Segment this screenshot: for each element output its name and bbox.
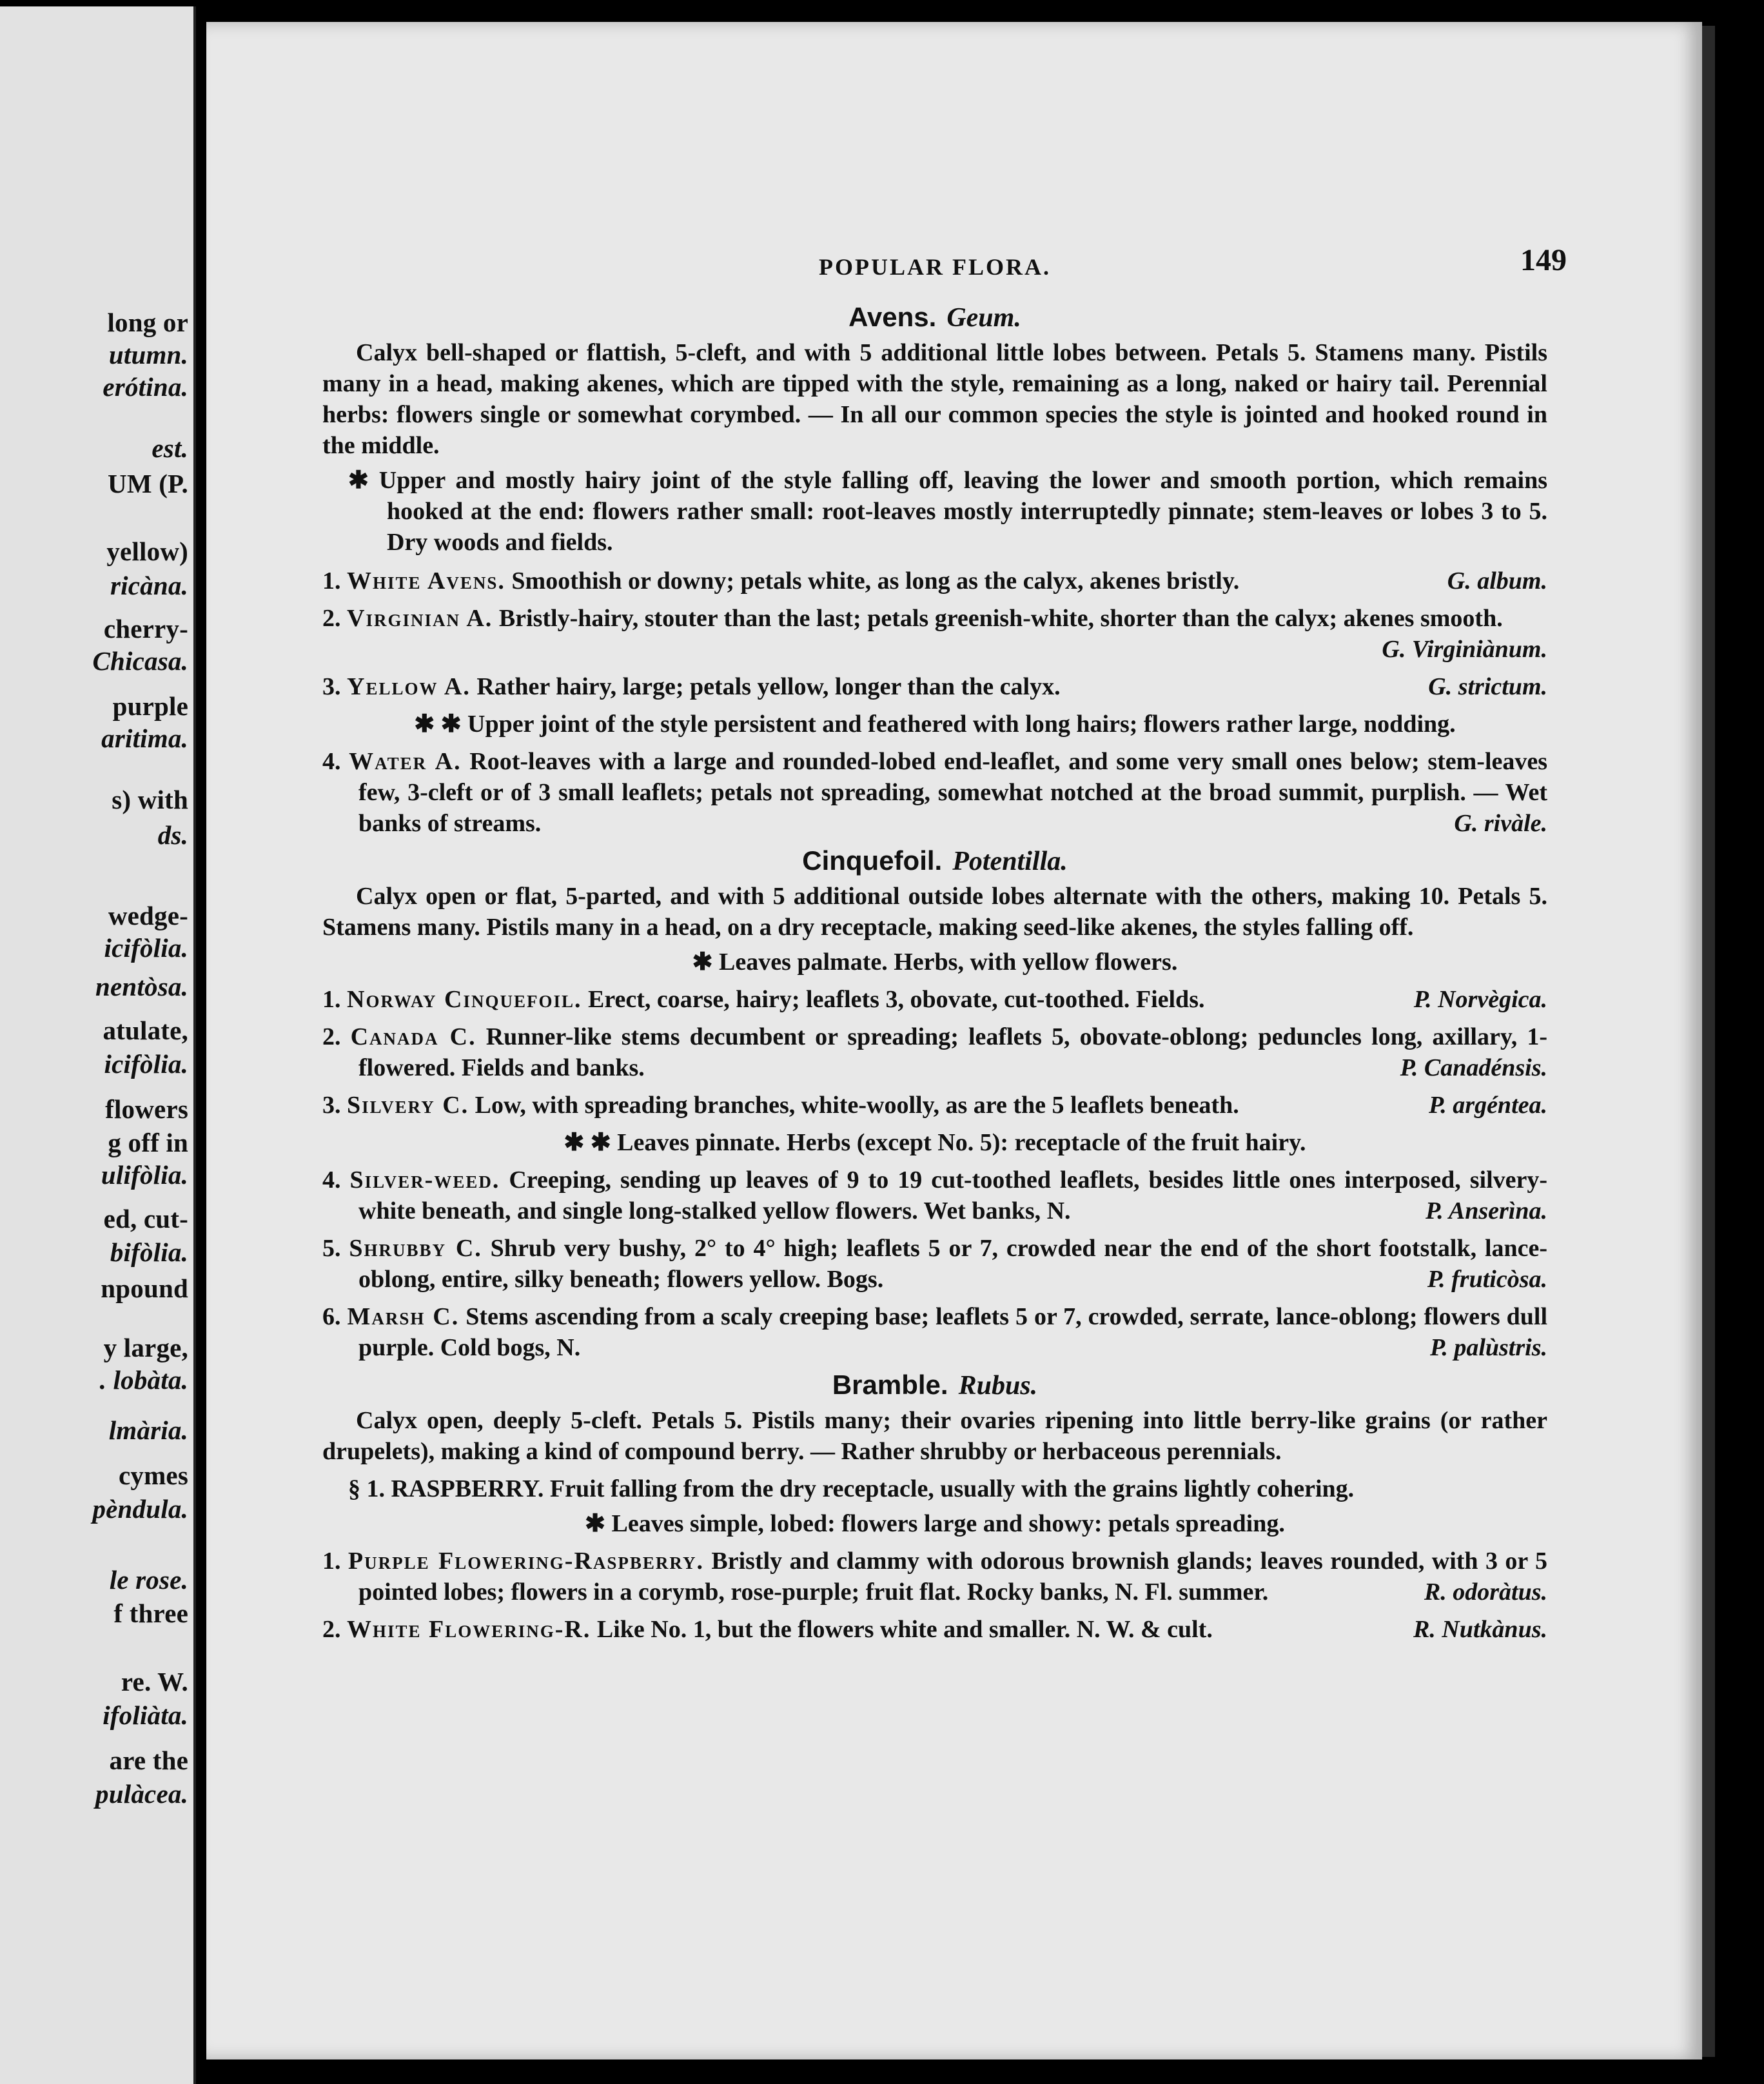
- left-page-text-fragment: ulifòlia.: [101, 1160, 188, 1190]
- species-binomial: G. strictum.: [1428, 673, 1547, 700]
- left-page-text-fragment: erótina.: [103, 372, 188, 402]
- species-number: 4.: [322, 748, 341, 775]
- species-list: [322, 1165, 1547, 1363]
- left-page-text-fragment: are the: [109, 1745, 188, 1775]
- genus-name: Avens.: [848, 302, 937, 332]
- species-description: Stems ascending from a scaly creeping base; leaflets 5 or 7, crowded, serrate, lance-oblong; flowers dull purple. Cold bogs, N.: [358, 1303, 1548, 1361]
- species-entry: [322, 1233, 1547, 1295]
- left-page-text-fragment: cherry-: [103, 614, 188, 644]
- species-number: 2.: [322, 1023, 341, 1050]
- left-page-text-fragment: ifoliàta.: [103, 1700, 188, 1730]
- left-page-text-fragment: flowers: [105, 1094, 188, 1124]
- left-page-margin: [0, 6, 196, 2084]
- left-page-text-fragment: icifòlia.: [104, 1049, 188, 1079]
- species-binomial: G. Virginiànum.: [1382, 636, 1547, 663]
- species-description: Creeping, sending up leaves of 9 to 19 cut-toothed leaflets, besides little ones interposed, silvery-white beneath, and single long-stalked yellow flowers. Wet banks, N.: [358, 1166, 1548, 1224]
- species-common-name: Water A.: [349, 748, 462, 775]
- species-binomial: G. album.: [1447, 567, 1547, 595]
- genus-latin: Geum.: [946, 303, 1021, 333]
- group-heading: ✱ Leaves palmate. Herbs, with yellow flowers.: [692, 949, 1178, 976]
- species-binomial: P. Anserìna.: [1425, 1197, 1547, 1224]
- group-heading: ✱ Upper and mostly hairy joint of the style falling off, leaving the lower and smooth portion, which remains hooked at the end: flowers rather small: root-leaves mostly interruptedly pinnate; stem-leaves or lobes 3 to 5. Dry woods and fields.: [348, 467, 1547, 556]
- species-description: Like No. 1, but the flowers white and smaller. N. W. & cult.: [596, 1616, 1213, 1643]
- left-page-text-fragment: npound: [101, 1273, 188, 1303]
- left-page-text-fragment: atulate,: [103, 1016, 188, 1045]
- species-description: Erect, coarse, hairy; leaflets 3, obovate, cut-toothed. Fields.: [588, 986, 1205, 1013]
- left-page-text-fragment: ricàna.: [110, 571, 188, 600]
- species-binomial: P. argéntea.: [1428, 1092, 1547, 1119]
- genus-name: Bramble.: [832, 1370, 948, 1400]
- species-description: Shrub very bushy, 2° to 4° high; leaflets 5 or 7, crowded near the end of the short footstalk, lance-oblong, entire, silky beneath; flowers yellow. Bogs.: [358, 1235, 1548, 1293]
- left-page-text-fragment: purple: [112, 691, 188, 721]
- section-heading: § 1. RASPBERRY. Fruit falling from the dry receptacle, usually with the grains lightly cohering.: [348, 1475, 1355, 1502]
- left-page-text-fragment: ds.: [157, 820, 188, 850]
- left-page-text-fragment: pèndula.: [92, 1494, 188, 1524]
- left-page-text-fragment: Chicasa.: [92, 646, 188, 676]
- species-common-name: Canada C.: [350, 1023, 476, 1050]
- left-page-text-fragment: pulàcea.: [95, 1779, 188, 1809]
- species-entry: [322, 671, 1547, 702]
- species-list: [322, 746, 1547, 839]
- species-binomial: R. odoràtus.: [1424, 1578, 1547, 1606]
- species-entry: [322, 1546, 1547, 1607]
- species-number: 1.: [322, 1548, 341, 1575]
- species-entry: [322, 1090, 1547, 1121]
- genus-latin: Rubus.: [958, 1371, 1038, 1401]
- left-page-text-fragment: f three: [113, 1598, 188, 1628]
- species-list: [322, 1546, 1547, 1645]
- left-page-text-fragment: g off in: [108, 1128, 188, 1157]
- species-entry: [322, 1301, 1547, 1363]
- species-number: 1.: [322, 567, 341, 595]
- species-binomial: P. Canadénsis.: [1400, 1054, 1547, 1081]
- species-number: 1.: [322, 986, 341, 1013]
- page-number: 149: [1520, 243, 1567, 277]
- species-common-name: Silvery C.: [347, 1092, 469, 1119]
- species-number: 6.: [322, 1303, 341, 1330]
- species-binomial: G. rivàle.: [1454, 810, 1547, 837]
- species-entry: [322, 746, 1547, 839]
- left-page-text-fragment: UM (P.: [108, 469, 188, 498]
- species-binomial: P. palùstris.: [1430, 1334, 1547, 1361]
- species-description: Smoothish or downy; petals white, as long as the calyx, akenes bristly.: [511, 567, 1240, 595]
- genus-description: Calyx open, deeply 5-cleft. Petals 5. Pistils many; their ovaries ripening into little berry-like grains (or rather drupelets), making a kind of compound berry. — Rather shrubby or herbaceous perennials.: [322, 1407, 1547, 1465]
- species-description: Bristly-hairy, stouter than the last; petals greenish-white, shorter than the calyx; akenes smooth.: [498, 605, 1503, 632]
- page-edge: [1702, 26, 1715, 2057]
- species-binomial: P. fruticòsa.: [1427, 1266, 1547, 1293]
- left-page-text-fragment: wedge-: [108, 901, 188, 930]
- species-list: [322, 565, 1547, 702]
- genus-heading-cinquefoil: [322, 845, 1547, 877]
- species-common-name: Virginian A.: [347, 605, 493, 632]
- genus-description: Calyx open or flat, 5-parted, and with 5 additional outside lobes alternate with the others, making 10. Petals 5. Stamens many. Pistils many in a head, on a dry receptacle, making seed-like akenes, the styles falling off.: [322, 883, 1547, 941]
- left-page-text-fragment: le rose.: [109, 1565, 188, 1595]
- species-common-name: White Flowering-R.: [347, 1616, 591, 1643]
- group-heading: ✱ ✱ Leaves pinnate. Herbs (except No. 5): receptacle of the fruit hairy.: [564, 1129, 1306, 1156]
- left-page-text-fragment: . lobàta.: [99, 1365, 188, 1395]
- left-page-text-fragment: bifòlia.: [110, 1237, 188, 1267]
- genus-heading-bramble: [322, 1370, 1547, 1401]
- text-block: [322, 239, 1567, 1651]
- species-binomial: P. Norvègica.: [1413, 986, 1547, 1013]
- page-header: [322, 239, 1567, 297]
- left-page-text-fragment: re. W.: [121, 1667, 188, 1696]
- species-number: 3.: [322, 1092, 341, 1119]
- species-entry: [322, 984, 1547, 1015]
- left-page-text-fragment: lmària.: [108, 1415, 188, 1445]
- species-description: Low, with spreading branches, white-woolly, as are the 5 leaflets beneath.: [475, 1092, 1239, 1119]
- left-page-text-fragment: ed, cut-: [103, 1204, 188, 1234]
- species-entry: [322, 1021, 1547, 1083]
- genus-name: Cinquefoil.: [802, 845, 943, 876]
- left-page-text-fragment: cymes: [118, 1460, 188, 1490]
- species-number: 2.: [322, 1616, 341, 1643]
- left-page-text-fragment: aritima.: [101, 723, 188, 753]
- left-page-text-fragment: long or: [107, 308, 188, 337]
- species-common-name: Silver-weed.: [349, 1166, 500, 1194]
- left-page-text-fragment: s) with: [112, 785, 188, 814]
- species-entry: [322, 603, 1547, 665]
- species-entry: [322, 1614, 1547, 1645]
- species-entry: [322, 565, 1547, 596]
- species-binomial: R. Nutkànus.: [1413, 1616, 1547, 1643]
- species-entry: [322, 1165, 1547, 1226]
- species-common-name: White Avens.: [347, 567, 505, 595]
- species-common-name: Marsh C.: [347, 1303, 460, 1330]
- species-common-name: Norway Cinquefoil.: [347, 986, 582, 1013]
- left-page-text-fragment: yellow): [106, 536, 188, 566]
- species-common-name: Purple Flowering-Raspberry.: [348, 1548, 704, 1575]
- species-description: Runner-like stems decumbent or spreading; leaflets 5, obovate-oblong; peduncles long, axillary, 1-flowered. Fields and banks.: [358, 1023, 1548, 1081]
- species-number: 5.: [322, 1235, 341, 1262]
- species-description: Bristly and clammy with odorous brownish glands; leaves rounded, with 3 or 5 pointed lobes; flowers in a corymb, rose-purple; fruit flat. Rocky banks, N. Fl. summer.: [358, 1548, 1547, 1606]
- species-common-name: Shrubby C.: [349, 1235, 482, 1262]
- species-number: 2.: [322, 605, 341, 632]
- species-common-name: Yellow A.: [347, 673, 471, 700]
- group-heading: ✱ Leaves simple, lobed: flowers large and showy: petals spreading.: [585, 1510, 1285, 1537]
- genus-description: Calyx bell-shaped or flattish, 5-cleft, and with 5 additional little lobes between. Petals 5. Stamens many. Pistils many in a head, making akenes, which are tipped with the style, remaining as a long, naked or hairy tail. Perennial herbs: flowers single or somewhat corymbed. — In all our common species the style is jointed and hooked round in the middle.: [322, 339, 1547, 459]
- left-page-text-fragment: y large,: [103, 1333, 188, 1362]
- left-page-text-fragment: est.: [152, 433, 188, 463]
- left-page-text-fragment: nentòsa.: [95, 972, 188, 1001]
- running-title: POPULAR FLORA.: [819, 254, 1051, 280]
- species-list: [322, 984, 1547, 1121]
- species-number: 3.: [322, 673, 341, 700]
- genus-latin: Potentilla.: [952, 847, 1068, 876]
- species-description: Rather hairy, large; petals yellow, longer than the calyx.: [476, 673, 1061, 700]
- left-page-text-fragment: icifòlia.: [104, 933, 188, 963]
- species-number: 4.: [322, 1166, 341, 1194]
- group-heading: ✱ ✱ Upper joint of the style persistent and feathered with long hairs; flowers rather large, nodding.: [414, 711, 1456, 738]
- species-description: Root-leaves with a large and rounded-lobed end-leaflet, and some very small ones below; stem-leaves few, 3-cleft or of 3 small leaflets; petals not spreading, somewhat notched at the broad summit, purplish. — Wet banks of streams.: [358, 748, 1548, 837]
- genus-heading-avens: [322, 302, 1547, 333]
- left-page-text-fragment: utumn.: [108, 340, 188, 369]
